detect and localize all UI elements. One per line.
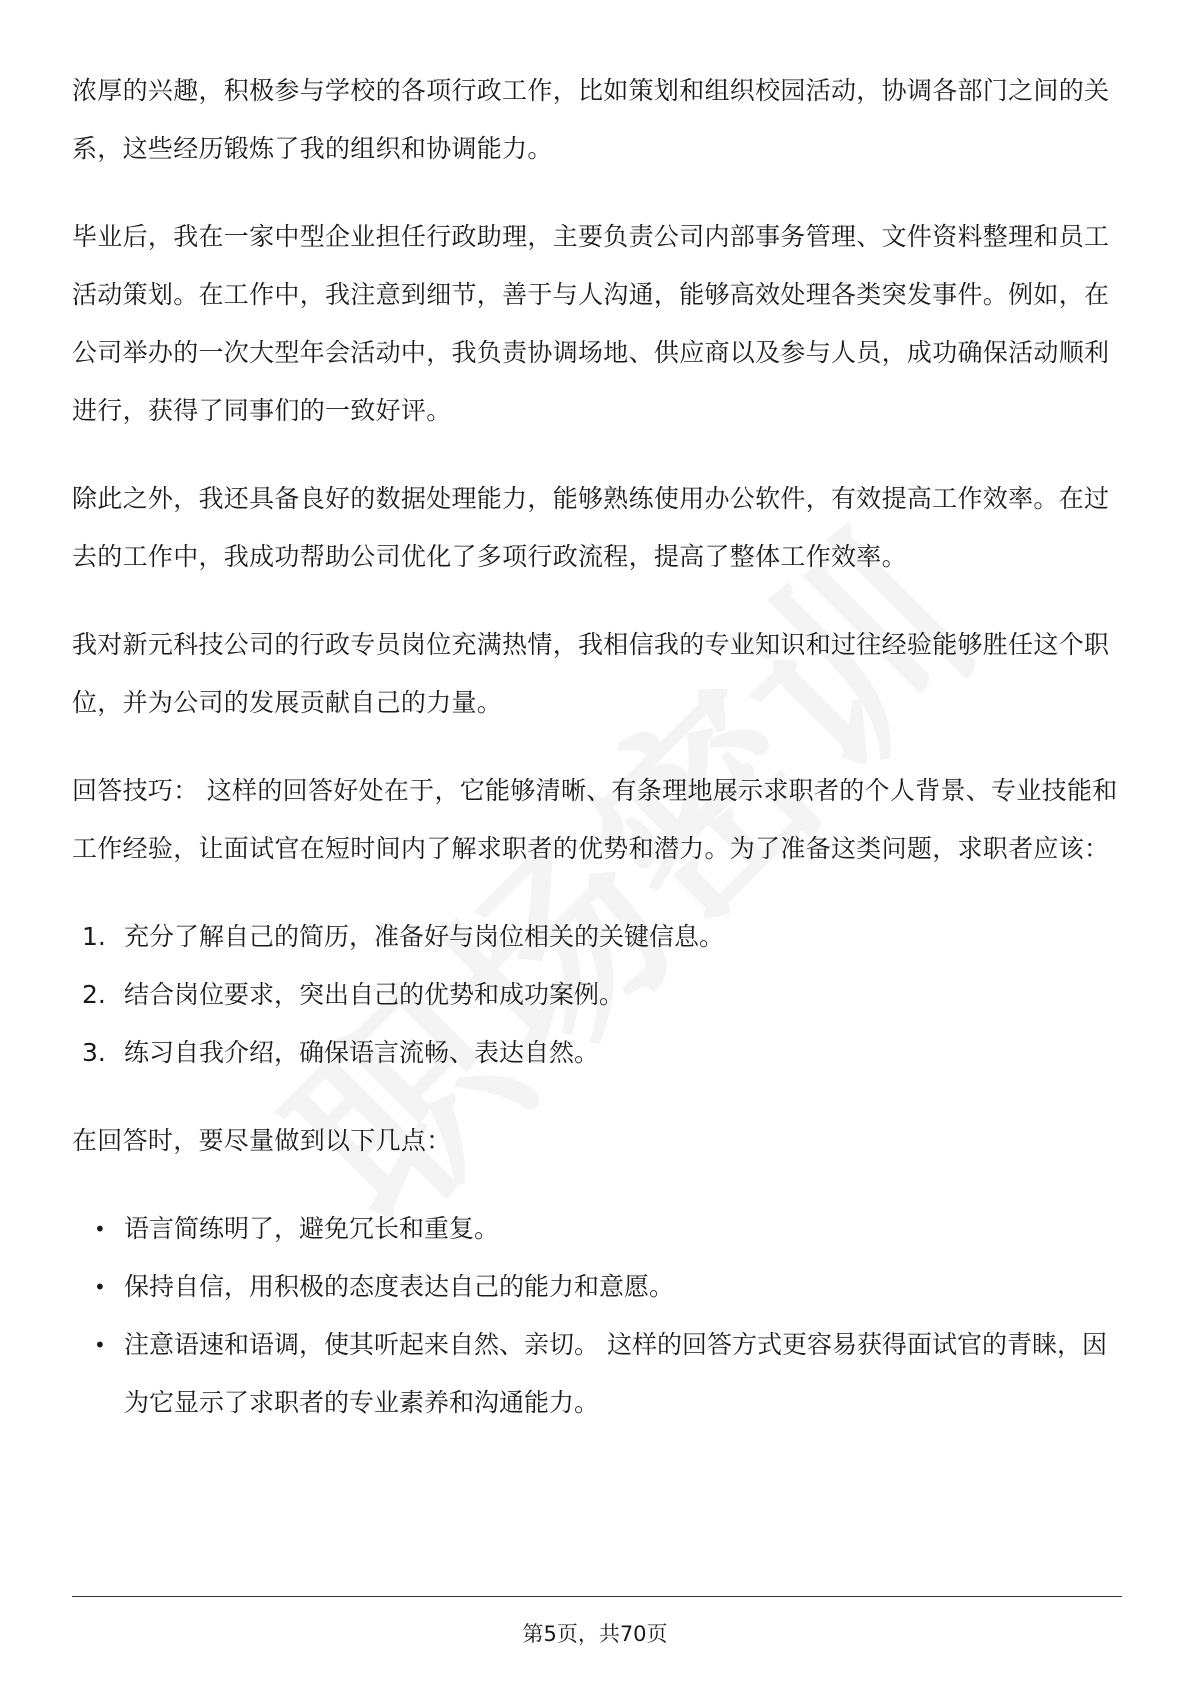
list-number: 2. [82,980,106,1009]
list-item-text: 语言简练明了，避免冗长和重复。 [124,1214,500,1243]
list-number: 3. [82,1038,106,1067]
bullet-icon: • [94,1333,106,1357]
list-item [72,1258,1122,1316]
list-item [72,908,1122,966]
footer-divider [72,1596,1122,1597]
bullet-icon: • [94,1275,106,1299]
paragraph-guidelines-intro: 在回答时，要尽量做到以下几点： [72,1126,452,1155]
paragraph-answer-tips: 回答技巧： 这样的回答好处在于，它能够清晰、有条理地展示求职者的个人背景、专业技能和工作经验，让面试官在短时间内了解求职者的优势和潜力。为了准备这类问题，求职者应该： [72,776,1118,863]
list-item [72,1200,1122,1258]
list-item-text: 结合岗位要求，突出自己的优势和成功案例。 [124,980,625,1009]
paragraph-background: 浓厚的兴趣，积极参与学校的各项行政工作，比如策划和组织校园活动，协调各部门之间的关系，这些经历锻炼了我的组织和协调能力。 [72,76,1110,163]
list-number: 1. [82,922,106,951]
list-item [72,966,1122,1024]
preparation-steps-list [72,908,1122,1082]
list-item-text: 保持自信，用积极的态度表达自己的能力和意愿。 [124,1272,675,1301]
answer-guidelines-list [72,1200,1122,1432]
list-item [72,1316,1122,1432]
paragraph-motivation: 我对新元科技公司的行政专员岗位充满热情，我相信我的专业知识和过往经验能够胜任这个职位，并为公司的发展贡献自己的力量。 [72,630,1110,717]
paragraph-skills: 除此之外，我还具备良好的数据处理能力，能够熟练使用办公软件，有效提高工作效率。在过去的工作中，我成功帮助公司优化了多项行政流程，提高了整体工作效率。 [72,484,1110,571]
list-item-text: 注意语速和语调，使其听起来自然、亲切。 这样的回答方式更容易获得面试官的青睐，因为它显示了求职者的专业素养和沟通能力。 [124,1330,1107,1417]
list-item [72,1024,1122,1082]
list-item-text: 练习自我介绍，确保语言流畅、表达自然。 [124,1038,600,1067]
list-item-text: 充分了解自己的简历，准备好与岗位相关的关键信息。 [124,922,725,951]
paragraph-work-experience: 毕业后，我在一家中型企业担任行政助理，主要负责公司内部事务管理、文件资料整理和员工活动策划。在工作中，我注意到细节，善于与人沟通，能够高效处理各类突发事件。例如，在公司举办的一次大型年会活动中，我负责协调场地、供应商以及参与人员，成功确保活动顺利进行，获得了同事们的一致好评。 [72,222,1110,425]
bullet-icon: • [94,1217,106,1241]
page-number: 第5页，共70页 [522,1622,668,1646]
page-content [72,62,1122,1462]
